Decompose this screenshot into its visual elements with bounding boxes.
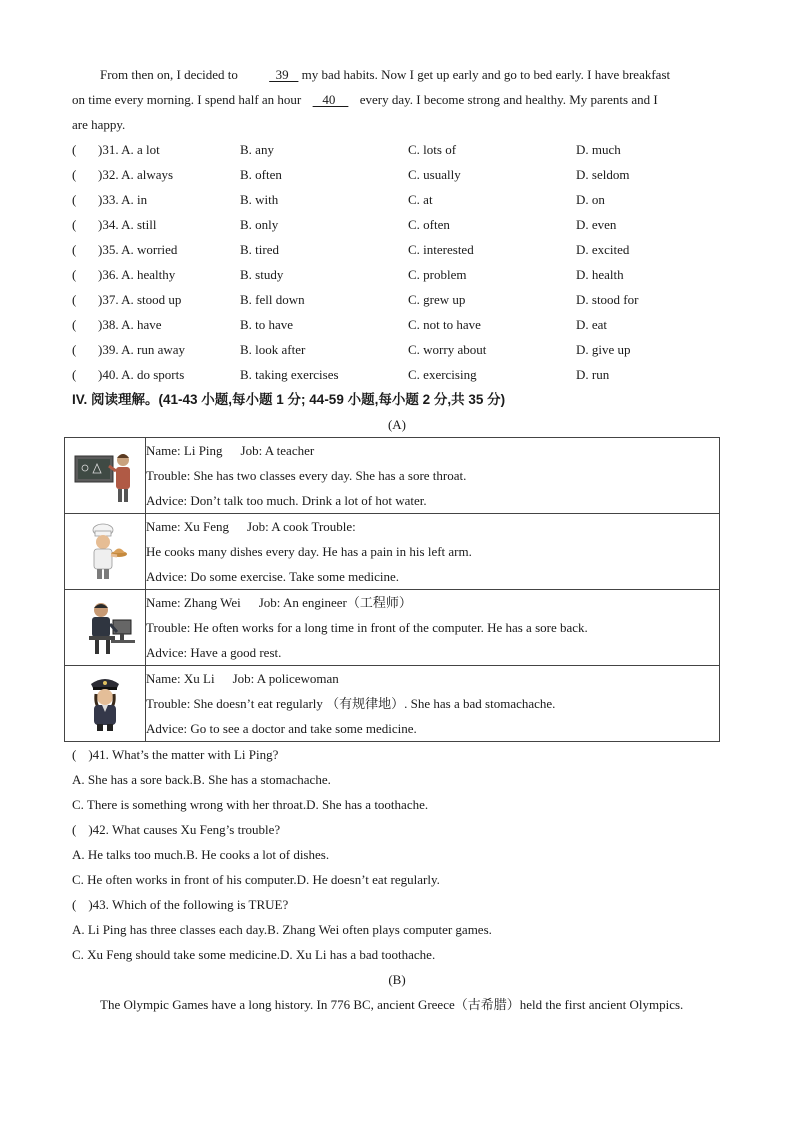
person-name: Name: Xu Li <box>146 671 215 686</box>
option-b: B. only <box>240 217 279 232</box>
option-d: D. on <box>576 192 605 207</box>
cloze-question <box>72 262 722 287</box>
passage-text: on time every morning. I spend half an hour <box>72 92 305 107</box>
advice-line: Advice: Do some exercise. Take some medicine. <box>146 569 399 584</box>
table-row <box>65 514 720 590</box>
passage-line-2 <box>72 87 722 112</box>
option-b: B. study <box>240 267 284 282</box>
option-a: )36. A. healthy <box>98 267 176 282</box>
section-title: IV. 阅读理解。(41-43 小题,每小题 1 分; 44-59 小题,每小题 2 分,共 35 分) <box>72 392 506 407</box>
part-a-label: (A) <box>387 417 407 432</box>
cloze-question <box>72 287 722 312</box>
option-d: D. health <box>576 267 624 282</box>
advice-line: Advice: Go to see a doctor and take some medicine. <box>146 721 417 736</box>
question-options: C. There is something wrong with her throat.D. She has a toothache. <box>72 797 429 812</box>
option-a: )37. A. stood up <box>98 292 182 307</box>
cloze-question <box>72 337 722 362</box>
person-job: Job: A policewoman <box>232 671 339 686</box>
person-name: Name: Xu Feng <box>146 519 230 534</box>
trouble-line: He cooks many dishes every day. He has a pain in his left arm. <box>146 544 472 559</box>
picture-cell <box>65 514 146 590</box>
option-c: C. often <box>408 217 450 232</box>
option-c: C. usually <box>408 167 461 182</box>
question-stem <box>72 817 722 842</box>
teacher-icon <box>73 446 137 504</box>
name-job-line <box>146 590 719 615</box>
passage-line-3: are happy. <box>72 117 126 132</box>
people-table <box>64 437 720 742</box>
option-d: D. excited <box>576 242 630 257</box>
option-b: B. look after <box>240 342 306 357</box>
reading-question-list <box>72 742 722 967</box>
engineer-icon <box>73 598 137 656</box>
person-job: Job: A teacher <box>240 443 315 458</box>
advice-line: Advice: Don’t talk too much. Drink a lot of hot water. <box>146 493 427 508</box>
answer-paren: ( <box>72 317 77 332</box>
option-b: B. fell down <box>240 292 305 307</box>
cloze-question <box>72 212 722 237</box>
person-info <box>146 514 720 590</box>
question-text: )42. What causes Xu Feng’s trouble? <box>88 822 281 837</box>
part-b-label: (B) <box>388 972 406 987</box>
option-d: D. even <box>576 217 617 232</box>
cloze-question <box>72 137 722 162</box>
option-d: D. give up <box>576 342 631 357</box>
option-b: B. to have <box>240 317 294 332</box>
person-job: Job: An engineer（工程师） <box>258 595 412 610</box>
question-options: C. Xu Feng should take some medicine.D. Xu Li has a bad toothache. <box>72 947 436 962</box>
answer-paren: ( <box>72 342 77 357</box>
option-a: )38. A. have <box>98 317 162 332</box>
option-d: D. eat <box>576 317 608 332</box>
name-job-line <box>146 514 719 539</box>
picture-cell <box>65 438 146 514</box>
question-options: A. He talks too much.B. He cooks a lot of dishes. <box>72 847 330 862</box>
answer-paren: ( <box>72 167 77 182</box>
question-text: )41. What’s the matter with Li Ping? <box>88 747 279 762</box>
question-stem <box>72 892 722 917</box>
question-stem <box>72 742 722 767</box>
option-a: )39. A. run away <box>98 342 186 357</box>
picture-cell <box>65 666 146 742</box>
question-options: A. Li Ping has three classes each day.B. Zhang Wei often plays computer games. <box>72 922 492 937</box>
option-c: C. worry about <box>408 342 487 357</box>
picture-cell <box>65 590 146 666</box>
answer-paren: ( <box>72 747 77 762</box>
option-b: B. taking exercises <box>240 367 339 382</box>
person-info <box>146 438 720 514</box>
table-row <box>65 438 720 514</box>
answer-paren: ( <box>72 217 77 232</box>
cloze-question <box>72 187 722 212</box>
cloze-question <box>72 162 722 187</box>
question-options: C. He often works in front of his computer.D. He doesn’t eat regularly. <box>72 872 440 887</box>
option-d: D. stood for <box>576 292 639 307</box>
option-c: C. lots of <box>408 142 457 157</box>
exam-page <box>72 62 722 1017</box>
question-options: A. She has a sore back.B. She has a stomachache. <box>72 772 331 787</box>
answer-paren: ( <box>72 242 77 257</box>
answer-paren: ( <box>72 822 77 837</box>
passage-text: my bad habits. Now I get up early and go to bed early. I have breakfast <box>298 67 671 82</box>
person-info <box>146 666 720 742</box>
option-a: )35. A. worried <box>98 242 178 257</box>
answer-paren: ( <box>72 267 77 282</box>
option-b: B. with <box>240 192 279 207</box>
option-b: B. tired <box>240 242 279 257</box>
blank-40: 40 <box>312 92 349 107</box>
passage-text: every day. I become strong and healthy. My parents and I <box>356 92 658 107</box>
option-a: )31. A. a lot <box>98 142 160 157</box>
name-job-line <box>146 438 719 463</box>
passage-b-line: The Olympic Games have a long history. In 776 BC, ancient Greece（古希腊）held the first ancient Olympics. <box>100 997 684 1012</box>
option-b: B. any <box>240 142 274 157</box>
option-c: C. interested <box>408 242 474 257</box>
option-d: D. seldom <box>576 167 630 182</box>
name-job-line <box>146 666 719 691</box>
option-c: C. problem <box>408 267 467 282</box>
person-job: Job: A cook Trouble: <box>247 519 356 534</box>
passage-text: From then on, I decided to <box>100 67 242 82</box>
option-d: D. run <box>576 367 610 382</box>
option-a: )32. A. always <box>98 167 174 182</box>
option-b: B. often <box>240 167 282 182</box>
answer-paren: ( <box>72 897 77 912</box>
option-c: C. at <box>408 192 433 207</box>
cloze-question-list <box>72 137 722 387</box>
option-d: D. much <box>576 142 621 157</box>
cook-icon <box>73 522 137 580</box>
person-name: Name: Li Ping <box>146 443 223 458</box>
person-info <box>146 590 720 666</box>
trouble-line: Trouble: She has two classes every day. She has a sore throat. <box>146 468 467 483</box>
option-a: )34. A. still <box>98 217 157 232</box>
answer-paren: ( <box>72 292 77 307</box>
trouble-line: Trouble: He often works for a long time in front of the computer. He has a sore back. <box>146 620 588 635</box>
cloze-question <box>72 237 722 262</box>
option-c: C. exercising <box>408 367 477 382</box>
answer-paren: ( <box>72 367 77 382</box>
cloze-question <box>72 312 722 337</box>
option-a: )33. A. in <box>98 192 148 207</box>
advice-line: Advice: Have a good rest. <box>146 645 282 660</box>
answer-paren: ( <box>72 142 77 157</box>
blank-39: 39 <box>269 67 299 82</box>
policewoman-icon <box>73 674 137 732</box>
option-c: C. not to have <box>408 317 481 332</box>
answer-paren: ( <box>72 192 77 207</box>
table-row <box>65 590 720 666</box>
option-a: )40. A. do sports <box>98 367 185 382</box>
person-name: Name: Zhang Wei <box>146 595 241 610</box>
question-text: )43. Which of the following is TRUE? <box>88 897 289 912</box>
table-row <box>65 666 720 742</box>
option-c: C. grew up <box>408 292 466 307</box>
trouble-line: Trouble: She doesn’t eat regularly （有规律地）. She has a bad stomachache. <box>146 696 556 711</box>
passage-line-1 <box>72 62 722 87</box>
cloze-question <box>72 362 722 387</box>
